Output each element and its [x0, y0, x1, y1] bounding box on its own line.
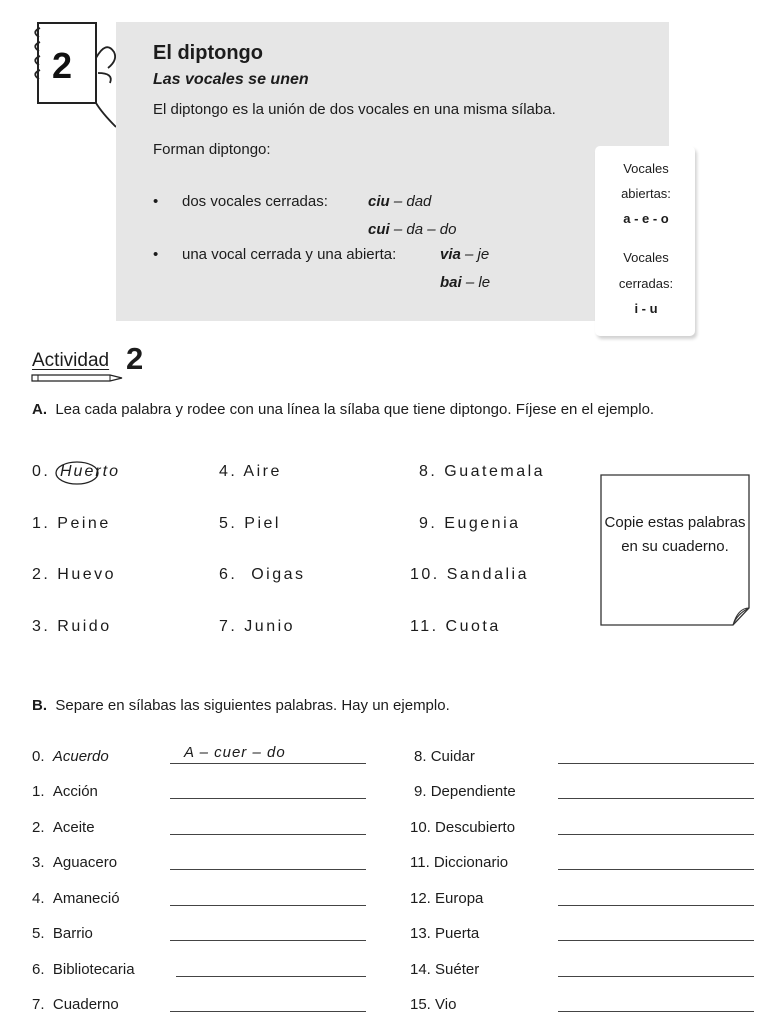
- answer-line: [170, 763, 366, 764]
- closed-vowels-label-2: cerradas:: [618, 276, 674, 291]
- part-a-word: 6. Oigas: [219, 566, 306, 583]
- answer-line[interactable]: [170, 940, 366, 941]
- part-b-row: 15. Vio: [410, 996, 457, 1013]
- answer-line[interactable]: [558, 905, 754, 906]
- part-b-row: 6. Bibliotecaria: [32, 961, 135, 978]
- answer-line[interactable]: [170, 798, 366, 799]
- definition-text: El diptongo es la unión de dos vocales en una misma sílaba.: [153, 101, 556, 118]
- forman-label: Forman diptongo:: [153, 141, 271, 158]
- part-b-example-row: 0. Acuerdo: [32, 748, 109, 765]
- bullet-example-1b: cui – da – do: [368, 221, 457, 238]
- part-b-row: 13. Puerta: [410, 925, 480, 942]
- answer-line[interactable]: [558, 940, 754, 941]
- part-b-row: 7. Cuaderno: [32, 996, 119, 1013]
- part-a-word: 3. Ruido: [32, 618, 112, 635]
- part-a-word: 2. Huevo: [32, 566, 117, 583]
- pencil-icon: [30, 373, 124, 383]
- note-text: Copie estas palabras en su cuaderno.: [604, 514, 746, 555]
- part-a-word: 1. Peine: [32, 515, 111, 532]
- part-b-row: 12. Europa: [410, 890, 484, 907]
- bullet-dot: •: [153, 193, 159, 210]
- part-b-row: 1. Acción: [32, 783, 98, 800]
- lesson-number: 2: [52, 45, 73, 86]
- answer-line[interactable]: [176, 976, 366, 977]
- part-b-instruction: B. Separe en sílabas las siguientes palabras. Hay un ejemplo.: [32, 697, 450, 714]
- part-b-row: 5. Barrio: [32, 925, 93, 942]
- part-b-row: 14. Suéter: [410, 961, 480, 978]
- part-b-row: 11. Diccionario: [410, 854, 509, 871]
- answer-line[interactable]: [170, 905, 366, 906]
- info-box: [116, 22, 669, 321]
- answer-line[interactable]: [558, 763, 754, 764]
- part-b-row: 4. Amaneció: [32, 890, 120, 907]
- hand-holding-card-icon: [28, 18, 128, 128]
- closed-vowels-values: i - u: [634, 301, 658, 316]
- bullet-example-1a: ciu – dad: [368, 193, 432, 210]
- part-b-row: 2. Aceite: [32, 819, 95, 836]
- part-a-word: 9. Eugenia: [419, 515, 521, 532]
- bullet-label-1: dos vocales cerradas:: [182, 193, 328, 210]
- open-vowels-label: Vocales: [623, 161, 669, 176]
- part-a-word: 7. Junio: [219, 618, 296, 635]
- example-answer: A – cuer – do: [184, 744, 286, 761]
- bullet-example-2a: via – je: [440, 246, 490, 263]
- part-a-example-word: Huerto: [60, 463, 121, 480]
- answer-line[interactable]: [558, 834, 754, 835]
- answer-line[interactable]: [170, 1011, 366, 1012]
- part-a-word: 10. Sandalia: [410, 566, 529, 583]
- part-a-instruction: A. Lea cada palabra y rodee con una línea la sílaba que tiene diptongo. Fíjese en el ejemplo.: [32, 401, 655, 418]
- lesson-title: El diptongo: [153, 42, 263, 64]
- part-b-row: 3. Aguacero: [32, 854, 118, 871]
- part-b-row: 10. Descubierto: [410, 819, 516, 836]
- answer-line[interactable]: [170, 869, 366, 870]
- bullet-example-2b: bai – le: [440, 274, 491, 291]
- answer-line[interactable]: [558, 798, 754, 799]
- part-b-row: 9. Dependiente: [414, 783, 516, 800]
- activity-number: 2: [126, 341, 144, 376]
- part-a-word: 5. Piel: [219, 515, 281, 532]
- answer-line[interactable]: [558, 976, 754, 977]
- part-a-word: 8. Guatemala: [419, 463, 546, 480]
- answer-line[interactable]: [558, 1011, 754, 1012]
- part-a-word: 11. Cuota: [410, 618, 501, 635]
- part-a-example-number: 0.: [32, 463, 51, 480]
- lesson-subtitle: Las vocales se unen: [153, 71, 309, 88]
- answer-line[interactable]: [558, 869, 754, 870]
- part-a-word: 4. Aire: [219, 463, 282, 480]
- bullet-label-2: una vocal cerrada y una abierta:: [182, 246, 397, 263]
- bullet-dot: •: [153, 246, 159, 263]
- open-vowels-values: a - e - o: [623, 211, 669, 226]
- open-vowels-label-2: abiertas:: [621, 186, 671, 201]
- answer-line[interactable]: [170, 834, 366, 835]
- activity-heading: Actividad: [32, 350, 110, 371]
- closed-vowels-label: Vocales: [623, 250, 669, 265]
- part-b-row: 8. Cuidar: [414, 748, 475, 765]
